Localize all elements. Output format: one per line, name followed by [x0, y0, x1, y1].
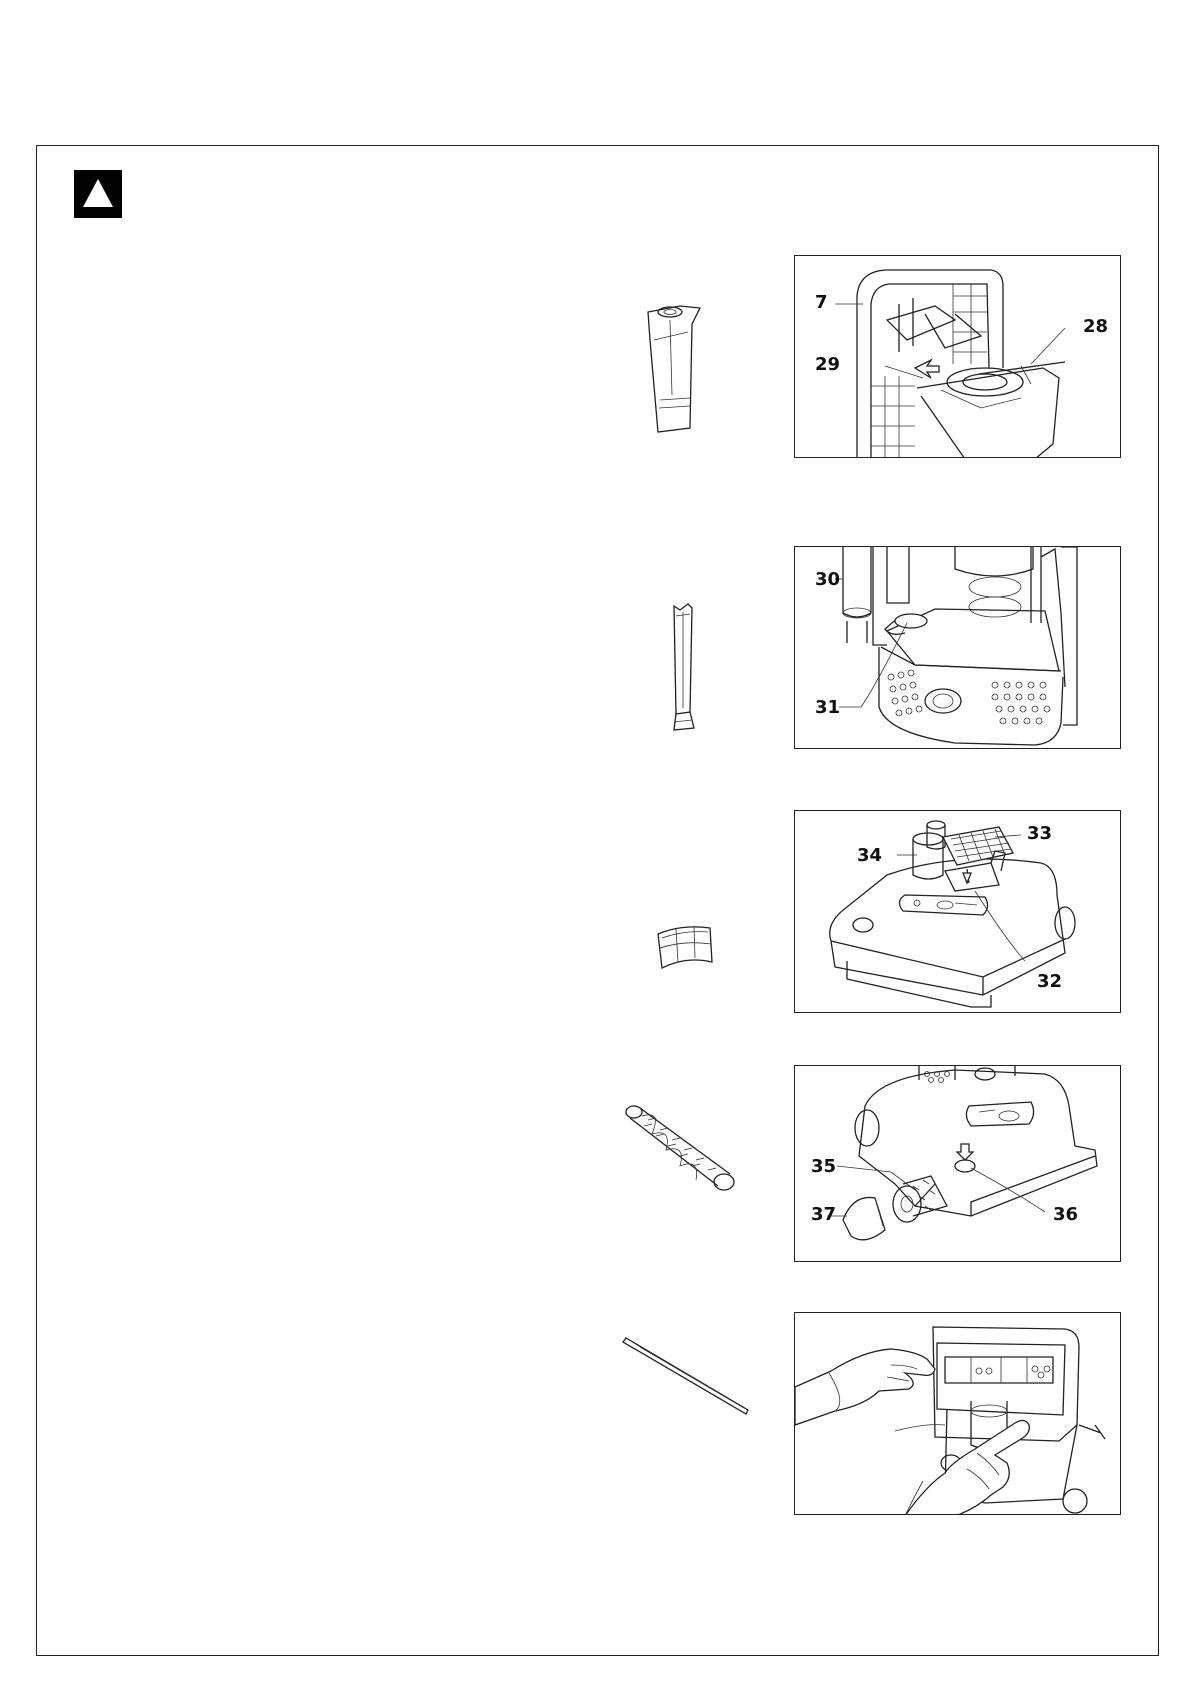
callout-36: 36: [1053, 1204, 1079, 1225]
brush-roller-icon: [622, 1100, 742, 1195]
warning-triangle-icon: [74, 170, 122, 218]
callout-30: 30: [815, 569, 841, 590]
exhaust-filter-icon: [652, 920, 717, 975]
callout-28: 28: [1083, 316, 1109, 337]
figure-2-pre-filter: [794, 546, 1121, 749]
callout-29: 29: [815, 354, 841, 375]
callout-33: 33: [1027, 823, 1053, 844]
callout-37: 37: [811, 1204, 837, 1225]
figure-4-brush-roller: [794, 1065, 1121, 1262]
callout-32: 32: [1037, 971, 1063, 992]
callout-34: 34: [857, 845, 883, 866]
rod-icon: [620, 1330, 755, 1420]
callout-7: 7: [815, 292, 828, 313]
dust-bag-icon: [640, 300, 710, 435]
callout-31: 31: [815, 697, 841, 718]
callout-35: 35: [811, 1156, 837, 1177]
figure-1-bag-compartment: [794, 255, 1121, 458]
figure-5-hands-cleaning: [794, 1312, 1121, 1515]
pre-filter-icon: [664, 600, 704, 740]
figure-3-exhaust-filter: [794, 810, 1121, 1013]
